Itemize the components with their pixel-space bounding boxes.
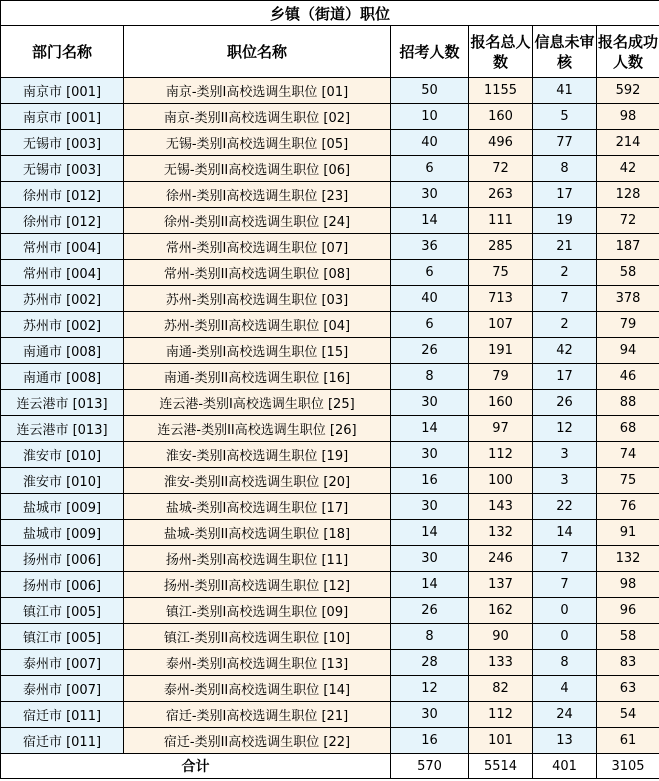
cell-position: 镇江-类别II高校选调生职位 [10] [124, 624, 391, 650]
cell-pending: 21 [533, 234, 597, 260]
cell-success: 132 [597, 546, 659, 572]
table-row [1, 598, 659, 624]
cell-dept: 宿迁市 [011] [1, 702, 124, 728]
table-row [1, 702, 659, 728]
cell-success: 75 [597, 468, 659, 494]
cell-plan: 8 [391, 364, 469, 390]
cell-position: 盐城-类别II高校选调生职位 [18] [124, 520, 391, 546]
cell-pending: 7 [533, 572, 597, 598]
cell-position: 南京-类别II高校选调生职位 [02] [124, 104, 391, 130]
table-row [1, 260, 659, 286]
cell-success: 68 [597, 416, 659, 442]
cell-dept: 无锡市 [003] [1, 156, 124, 182]
header-dept: 部门名称 [1, 26, 124, 78]
table-row [1, 624, 659, 650]
cell-success: 128 [597, 182, 659, 208]
cell-applied: 79 [469, 364, 533, 390]
table-row [1, 416, 659, 442]
cell-success: 58 [597, 260, 659, 286]
header-row [1, 26, 659, 78]
cell-position: 镇江-类别I高校选调生职位 [09] [124, 598, 391, 624]
table-row [1, 182, 659, 208]
cell-position: 连云港-类别I高校选调生职位 [25] [124, 390, 391, 416]
cell-plan: 14 [391, 416, 469, 442]
cell-dept: 盐城市 [009] [1, 494, 124, 520]
cell-position: 苏州-类别I高校选调生职位 [03] [124, 286, 391, 312]
cell-dept: 常州市 [004] [1, 260, 124, 286]
cell-success: 46 [597, 364, 659, 390]
cell-plan: 6 [391, 156, 469, 182]
cell-pending: 24 [533, 702, 597, 728]
cell-plan: 40 [391, 286, 469, 312]
cell-position: 淮安-类别I高校选调生职位 [19] [124, 442, 391, 468]
cell-applied: 1155 [469, 78, 533, 104]
total-pending: 401 [533, 754, 597, 779]
cell-success: 72 [597, 208, 659, 234]
cell-applied: 160 [469, 390, 533, 416]
cell-dept: 连云港市 [013] [1, 416, 124, 442]
cell-applied: 107 [469, 312, 533, 338]
table-row [1, 78, 659, 104]
cell-pending: 5 [533, 104, 597, 130]
cell-applied: 112 [469, 442, 533, 468]
table-row [1, 390, 659, 416]
cell-plan: 26 [391, 598, 469, 624]
cell-dept: 泰州市 [007] [1, 650, 124, 676]
cell-position: 无锡-类别I高校选调生职位 [05] [124, 130, 391, 156]
cell-position: 连云港-类别II高校选调生职位 [26] [124, 416, 391, 442]
cell-applied: 191 [469, 338, 533, 364]
cell-pending: 42 [533, 338, 597, 364]
cell-pending: 4 [533, 676, 597, 702]
cell-position: 常州-类别II高校选调生职位 [08] [124, 260, 391, 286]
cell-pending: 17 [533, 364, 597, 390]
cell-success: 61 [597, 728, 659, 754]
cell-plan: 8 [391, 624, 469, 650]
cell-pending: 7 [533, 286, 597, 312]
cell-dept: 苏州市 [002] [1, 286, 124, 312]
cell-pending: 22 [533, 494, 597, 520]
cell-pending: 26 [533, 390, 597, 416]
cell-pending: 2 [533, 312, 597, 338]
cell-plan: 14 [391, 572, 469, 598]
table-row [1, 312, 659, 338]
cell-dept: 泰州市 [007] [1, 676, 124, 702]
cell-pending: 0 [533, 598, 597, 624]
cell-applied: 285 [469, 234, 533, 260]
cell-applied: 82 [469, 676, 533, 702]
cell-plan: 26 [391, 338, 469, 364]
cell-position: 苏州-类别II高校选调生职位 [04] [124, 312, 391, 338]
cell-plan: 30 [391, 442, 469, 468]
cell-success: 63 [597, 676, 659, 702]
cell-plan: 12 [391, 676, 469, 702]
table-row [1, 520, 659, 546]
cell-position: 常州-类别I高校选调生职位 [07] [124, 234, 391, 260]
cell-pending: 0 [533, 624, 597, 650]
cell-applied: 112 [469, 702, 533, 728]
cell-applied: 137 [469, 572, 533, 598]
table-row [1, 208, 659, 234]
cell-position: 南通-类别II高校选调生职位 [16] [124, 364, 391, 390]
table-row [1, 572, 659, 598]
cell-pending: 3 [533, 468, 597, 494]
table-row [1, 156, 659, 182]
cell-applied: 162 [469, 598, 533, 624]
table-row [1, 364, 659, 390]
cell-applied: 97 [469, 416, 533, 442]
header-success: 报名成功人数 [597, 26, 659, 78]
cell-dept: 连云港市 [013] [1, 390, 124, 416]
table-row [1, 468, 659, 494]
cell-plan: 28 [391, 650, 469, 676]
cell-success: 378 [597, 286, 659, 312]
cell-dept: 扬州市 [006] [1, 572, 124, 598]
cell-success: 79 [597, 312, 659, 338]
cell-plan: 6 [391, 312, 469, 338]
cell-applied: 496 [469, 130, 533, 156]
table-row [1, 650, 659, 676]
cell-applied: 100 [469, 468, 533, 494]
cell-position: 无锡-类别II高校选调生职位 [06] [124, 156, 391, 182]
cell-plan: 30 [391, 390, 469, 416]
cell-applied: 101 [469, 728, 533, 754]
table-row [1, 728, 659, 754]
table-row [1, 546, 659, 572]
cell-applied: 90 [469, 624, 533, 650]
cell-pending: 2 [533, 260, 597, 286]
cell-plan: 14 [391, 520, 469, 546]
cell-plan: 50 [391, 78, 469, 104]
total-success: 3105 [597, 754, 659, 779]
header-position: 职位名称 [124, 26, 391, 78]
total-applied: 5514 [469, 754, 533, 779]
cell-dept: 苏州市 [002] [1, 312, 124, 338]
cell-plan: 16 [391, 728, 469, 754]
cell-dept: 徐州市 [012] [1, 182, 124, 208]
total-label: 合计 [1, 754, 391, 779]
cell-dept: 淮安市 [010] [1, 442, 124, 468]
cell-position: 南京-类别I高校选调生职位 [01] [124, 78, 391, 104]
cell-success: 88 [597, 390, 659, 416]
cell-success: 76 [597, 494, 659, 520]
cell-position: 宿迁-类别II高校选调生职位 [22] [124, 728, 391, 754]
cell-position: 徐州-类别I高校选调生职位 [23] [124, 182, 391, 208]
cell-applied: 132 [469, 520, 533, 546]
cell-dept: 南通市 [008] [1, 338, 124, 364]
cell-pending: 17 [533, 182, 597, 208]
cell-pending: 77 [533, 130, 597, 156]
cell-dept: 淮安市 [010] [1, 468, 124, 494]
cell-position: 淮安-类别II高校选调生职位 [20] [124, 468, 391, 494]
cell-dept: 盐城市 [009] [1, 520, 124, 546]
cell-dept: 无锡市 [003] [1, 130, 124, 156]
cell-pending: 8 [533, 156, 597, 182]
table-row [1, 494, 659, 520]
cell-applied: 133 [469, 650, 533, 676]
header-applied: 报名总人数 [469, 26, 533, 78]
header-plan: 招考人数 [391, 26, 469, 78]
cell-pending: 8 [533, 650, 597, 676]
cell-success: 96 [597, 598, 659, 624]
cell-plan: 30 [391, 702, 469, 728]
cell-dept: 南京市 [001] [1, 104, 124, 130]
table-row [1, 442, 659, 468]
cell-applied: 713 [469, 286, 533, 312]
cell-dept: 徐州市 [012] [1, 208, 124, 234]
cell-applied: 263 [469, 182, 533, 208]
cell-success: 98 [597, 104, 659, 130]
cell-success: 91 [597, 520, 659, 546]
table-row [1, 234, 659, 260]
cell-success: 592 [597, 78, 659, 104]
cell-applied: 143 [469, 494, 533, 520]
cell-dept: 常州市 [004] [1, 234, 124, 260]
cell-plan: 30 [391, 494, 469, 520]
cell-pending: 12 [533, 416, 597, 442]
cell-pending: 19 [533, 208, 597, 234]
cell-pending: 7 [533, 546, 597, 572]
cell-plan: 30 [391, 182, 469, 208]
cell-pending: 41 [533, 78, 597, 104]
cell-plan: 40 [391, 130, 469, 156]
cell-position: 泰州-类别I高校选调生职位 [13] [124, 650, 391, 676]
table-title: 乡镇（街道）职位 [1, 1, 659, 26]
cell-dept: 南通市 [008] [1, 364, 124, 390]
table-row [1, 676, 659, 702]
cell-success: 98 [597, 572, 659, 598]
cell-plan: 10 [391, 104, 469, 130]
total-row [1, 754, 659, 779]
cell-success: 187 [597, 234, 659, 260]
cell-plan: 30 [391, 546, 469, 572]
title-row [1, 1, 659, 26]
cell-position: 扬州-类别I高校选调生职位 [11] [124, 546, 391, 572]
cell-plan: 16 [391, 468, 469, 494]
cell-success: 42 [597, 156, 659, 182]
cell-position: 泰州-类别II高校选调生职位 [14] [124, 676, 391, 702]
cell-applied: 72 [469, 156, 533, 182]
cell-position: 扬州-类别II高校选调生职位 [12] [124, 572, 391, 598]
cell-dept: 南京市 [001] [1, 78, 124, 104]
cell-success: 74 [597, 442, 659, 468]
cell-pending: 3 [533, 442, 597, 468]
cell-dept: 宿迁市 [011] [1, 728, 124, 754]
cell-pending: 13 [533, 728, 597, 754]
cell-applied: 160 [469, 104, 533, 130]
cell-plan: 14 [391, 208, 469, 234]
cell-applied: 75 [469, 260, 533, 286]
cell-success: 94 [597, 338, 659, 364]
cell-position: 宿迁-类别I高校选调生职位 [21] [124, 702, 391, 728]
cell-applied: 111 [469, 208, 533, 234]
table-row [1, 286, 659, 312]
cell-dept: 镇江市 [005] [1, 598, 124, 624]
cell-position: 徐州-类别II高校选调生职位 [24] [124, 208, 391, 234]
table-row [1, 104, 659, 130]
cell-dept: 镇江市 [005] [1, 624, 124, 650]
cell-plan: 6 [391, 260, 469, 286]
cell-success: 58 [597, 624, 659, 650]
header-pending: 信息未审核 [533, 26, 597, 78]
cell-success: 54 [597, 702, 659, 728]
table-row [1, 130, 659, 156]
cell-position: 盐城-类别I高校选调生职位 [17] [124, 494, 391, 520]
total-plan: 570 [391, 754, 469, 779]
cell-pending: 14 [533, 520, 597, 546]
cell-success: 83 [597, 650, 659, 676]
table-row [1, 338, 659, 364]
cell-applied: 246 [469, 546, 533, 572]
cell-dept: 扬州市 [006] [1, 546, 124, 572]
cell-position: 南通-类别I高校选调生职位 [15] [124, 338, 391, 364]
cell-plan: 36 [391, 234, 469, 260]
cell-success: 214 [597, 130, 659, 156]
